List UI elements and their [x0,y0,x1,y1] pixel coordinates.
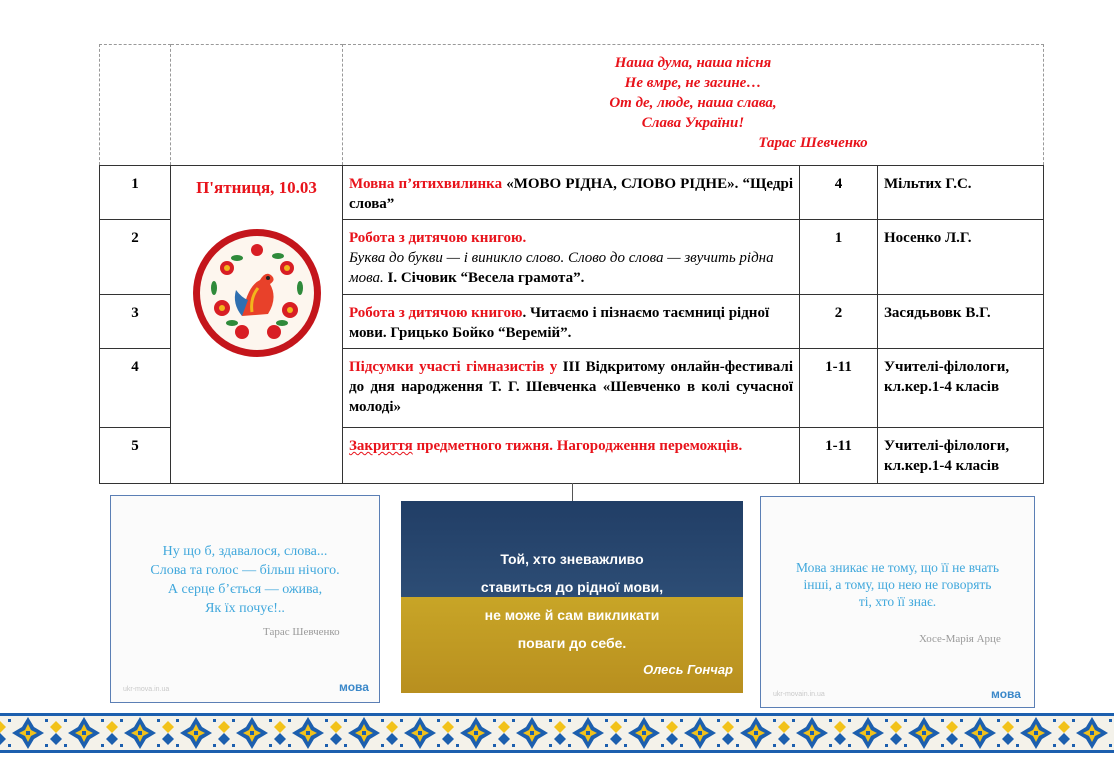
event-title: Робота з дитячою книгою [349,305,523,321]
row-number: 1 [100,166,171,220]
site-url: ukr-movain.in.ua [773,691,825,698]
quote-line: Як їх почує!.. [205,601,285,616]
event-text: «МОВО РІДНА, СЛОВО РІДНЕ». “Щедрі слова” [349,176,793,212]
event-title: Робота з дитячою книгою. [349,230,527,246]
row-number: 4 [100,349,171,428]
quote-text [111,542,379,618]
table-row [100,166,1044,220]
event-cell [343,295,800,349]
quote-line: не може й сам викликати [484,607,660,623]
responsible-cell: Мільтих Г.С. [878,166,1044,220]
day-cell [171,166,343,484]
responsible-cell: Учителі-філологи, кл.кер.1-4 класів [878,428,1044,484]
quote-card-left [110,495,380,703]
embroidery-border-icon [0,713,1114,753]
header-empty-day [171,45,343,166]
row-number: 2 [100,220,171,295]
poem-line: Не вмре, не загине… [624,75,762,91]
row-number: 3 [100,295,171,349]
responsible-cell: Носенко Л.Г. [878,220,1044,295]
class-cell: 2 [800,295,878,349]
event-quote: Буква до букви — і виникло слово. Слово до слова — звучить рідна мова. [349,250,774,286]
event-text: І. Січовик “Весела грамота”. [383,270,585,286]
connector-line [572,483,573,501]
mova-logo-icon: мова [991,687,1021,701]
schedule-sheet [99,44,1043,483]
petrykivka-plate-icon [192,228,322,358]
quote-line: ставиться до рідної мови, [480,579,664,595]
event-cell [343,349,800,428]
epigraph [343,45,1044,166]
event-title: предметного тижня. Нагородження переможців. [412,438,743,454]
quote-line: інші, а тому, що нею не говорять [803,577,992,592]
quote-line: ті, хто її знає. [858,594,937,609]
header-row [100,45,1044,166]
poem-line: Слава України! [641,115,745,131]
quote-line: поваги до себе. [517,635,627,651]
event-title: Підсумки участі гімназистів у [349,359,558,375]
event-cell [343,428,800,484]
responsible-cell: Учителі-філологи, кл.кер.1-4 класів [878,349,1044,428]
day-label: П'ятниця, 10.03 [196,178,317,197]
event-text: ІІІ Відкритому онлайн-фестивалі до дня народження Т. Г. Шевченка «Шевченко в колі сучасної молоді» [349,359,793,415]
class-cell: 4 [800,166,878,220]
mova-logo-icon: мова [339,680,369,694]
row-number: 5 [100,428,171,484]
quote-line: А серце б’ється — ожива, [167,582,323,597]
quote-text [401,545,743,657]
site-url: ukr-mova.in.ua [123,686,170,693]
quote-line: Мова зникає не тому, що її не вчать [795,560,1000,575]
event-text: . Читаємо і пізнаємо таємниці рідної мови. Грицько Бойко “Веремій”. [349,305,770,341]
class-cell: 1-11 [800,428,878,484]
class-cell: 1 [800,220,878,295]
event-cell [343,166,800,220]
quote-card-flag [401,501,743,693]
quote-card-right [760,496,1035,708]
event-title-underlined: Закриття [349,438,413,454]
poem-line: Наша дума, наша пісня [614,55,772,71]
quote-author: Олесь Гончар [643,662,733,677]
quote-line: Ну що б, здавалося, слова... [162,544,328,559]
header-empty-num [100,45,171,166]
quote-author: Тарас Шевченко [263,626,340,638]
class-cell: 1-11 [800,349,878,428]
poem-author: Тарас Шевченко [758,135,868,151]
event-title: Мовна п’ятихвилинка [349,176,503,192]
responsible-cell: Засядьвовк В.Г. [878,295,1044,349]
quote-line: Той, хто зневажливо [500,551,644,567]
quote-text [761,559,1034,610]
event-cell [343,220,800,295]
schedule-table [99,44,1044,484]
quote-line: Слова та голос — більш нічого. [150,563,340,578]
quote-author: Хосе-Марія Арце [919,633,1001,645]
poem-line: От де, люде, наша слава, [609,95,777,111]
